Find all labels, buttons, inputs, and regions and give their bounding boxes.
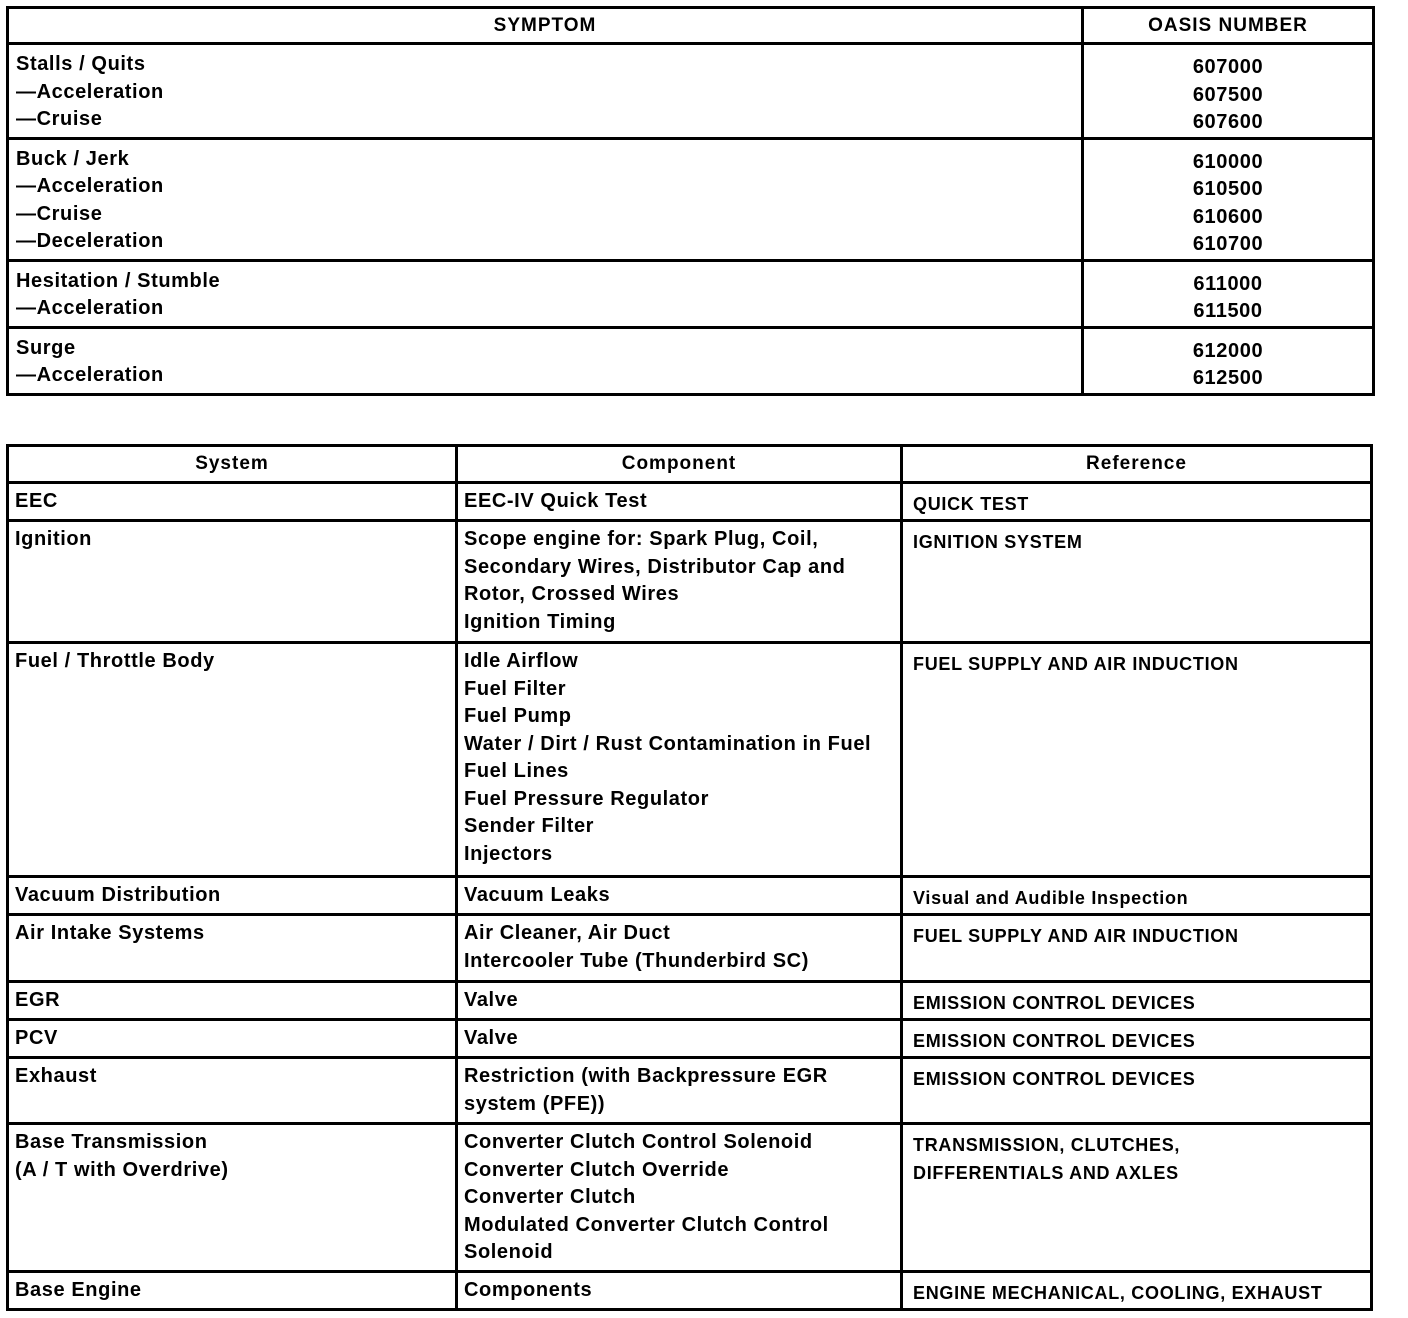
oasis-number-cell-line: 610000	[1192, 150, 1264, 173]
reference-cell-line: QUICK TEST	[913, 494, 1030, 514]
reference-header: Reference	[902, 446, 1372, 483]
system-cell-line: (A / T with Overdrive)	[15, 1158, 229, 1181]
symptom-row	[8, 260, 1374, 327]
reference-cell	[902, 1124, 1372, 1272]
component-cell-line: Vacuum Leaks	[464, 884, 611, 906]
component-cell-line: Valve	[464, 1027, 519, 1049]
symptom-cell-line: Stalls / Quits	[16, 53, 146, 75]
component-cell	[457, 915, 902, 982]
component-header: Component	[457, 446, 902, 483]
oasis-number-cell	[1083, 327, 1374, 394]
reference-cell	[902, 521, 1372, 643]
oasis-number-cell-line: 612500	[1192, 367, 1264, 389]
oasis-number-cell	[1083, 44, 1374, 139]
system-cell-line: Air Intake Systems	[15, 922, 205, 944]
component-cell	[457, 1272, 902, 1310]
reference-cell	[902, 982, 1372, 1020]
system-cell-line: Base Transmission	[15, 1131, 208, 1153]
oasis-number-cell-line: 611000	[1193, 272, 1263, 295]
oasis-number-cell-line: 611500	[1193, 300, 1263, 322]
system-cell-line: EEC	[15, 490, 58, 512]
component-cell-line: Fuel Pressure Regulator	[464, 787, 709, 810]
oasis-number-cell-line: 610600	[1192, 205, 1264, 228]
symptom-cell-line: —Acceleration	[16, 80, 164, 103]
system-cell	[8, 643, 457, 877]
reference-cell-line: DIFFERENTIALS AND AXLES	[913, 1162, 1179, 1183]
component-cell-line: Fuel Pump	[464, 705, 572, 727]
system-cell	[8, 1124, 457, 1272]
system-row	[8, 521, 1372, 643]
oasis-number-cell-line: 612000	[1192, 339, 1264, 362]
system-row	[8, 1020, 1372, 1058]
system-cell	[8, 1020, 457, 1058]
symptom-cell	[8, 327, 1083, 394]
system-row	[8, 915, 1372, 982]
component-cell-line: system (PFE))	[464, 1092, 606, 1115]
symptom-cell-line: Hesitation / Stumble	[16, 269, 221, 292]
component-cell	[457, 877, 902, 915]
component-cell	[457, 643, 902, 877]
system-table	[6, 444, 1373, 1311]
system-cell	[8, 877, 457, 915]
system-row	[8, 1124, 1372, 1272]
system-cell-line: Base Engine	[15, 1279, 142, 1301]
symptom-cell-line: Surge	[16, 336, 76, 359]
system-cell-line: Ignition	[15, 528, 92, 550]
system-header: System	[8, 446, 457, 483]
component-cell-line: Converter Clutch	[464, 1186, 636, 1208]
reference-cell-line: TRANSMISSION, CLUTCHES,	[913, 1135, 1181, 1155]
system-cell-line: Exhaust	[15, 1065, 98, 1087]
symptom-cell-line: —Acceleration	[16, 175, 164, 197]
reference-cell-line: EMISSION CONTROL DEVICES	[913, 1031, 1196, 1051]
system-row	[8, 643, 1372, 877]
symptom-header-row	[8, 8, 1374, 44]
system-cell-line: Vacuum Distribution	[15, 884, 221, 906]
symptom-row	[8, 138, 1374, 260]
symptom-body	[8, 44, 1374, 395]
reference-cell	[902, 1058, 1372, 1124]
oasis-number-cell-line: 610700	[1192, 233, 1264, 255]
system-row	[8, 1058, 1372, 1124]
component-cell-line: Ignition Timing	[464, 610, 616, 633]
reference-cell	[902, 1020, 1372, 1058]
system-row	[8, 877, 1372, 915]
component-cell	[457, 1124, 902, 1272]
reference-cell-line: Visual and Audible Inspection	[913, 888, 1189, 908]
symptom-table	[6, 6, 1375, 396]
system-cell	[8, 915, 457, 982]
symptom-cell	[8, 44, 1083, 139]
component-cell-line: Components	[464, 1279, 593, 1301]
component-cell	[457, 521, 902, 643]
oasis-number-cell	[1083, 260, 1374, 327]
component-cell-line: Restriction (with Backpressure EGR	[464, 1065, 828, 1087]
component-cell-line: Fuel Filter	[464, 677, 567, 700]
symptom-cell	[8, 260, 1083, 327]
symptom-cell-line: —Acceleration	[16, 297, 164, 319]
component-cell-line: Sender Filter	[464, 815, 595, 837]
symptom-cell	[8, 138, 1083, 260]
symptom-cell-line: —Cruise	[16, 108, 103, 130]
component-cell-line: Injectors	[464, 842, 553, 865]
system-cell	[8, 982, 457, 1020]
oasis-number-cell-line: 607500	[1192, 83, 1264, 106]
system-row	[8, 982, 1372, 1020]
symptom-cell-line: —Acceleration	[16, 364, 164, 386]
system-row	[8, 1272, 1372, 1310]
reference-cell-line: IGNITION SYSTEM	[913, 532, 1083, 552]
symptom-header: SYMPTOM	[8, 8, 1083, 44]
symptom-cell-line: Buck / Jerk	[16, 147, 130, 170]
system-cell	[8, 483, 457, 521]
component-cell-line: Water / Dirt / Rust Contamination in Fuel	[464, 732, 872, 755]
system-header-row	[8, 446, 1372, 483]
component-cell-line: Modulated Converter Clutch Control	[464, 1213, 829, 1236]
symptom-row	[8, 327, 1374, 394]
component-cell-line: EEC-IV Quick Test	[464, 490, 648, 512]
reference-cell-line: EMISSION CONTROL DEVICES	[913, 993, 1196, 1013]
oasis-number-cell-line: 610500	[1192, 178, 1264, 200]
component-cell-line: Intercooler Tube (Thunderbird SC)	[464, 949, 809, 972]
component-cell-line: Rotor, Crossed Wires	[464, 583, 680, 605]
reference-cell	[902, 877, 1372, 915]
reference-cell	[902, 1272, 1372, 1310]
symptom-cell-line: —Deceleration	[16, 230, 164, 252]
system-row	[8, 483, 1372, 521]
symptom-cell-line: —Cruise	[16, 202, 103, 225]
reference-cell	[902, 643, 1372, 877]
component-cell	[457, 1020, 902, 1058]
oasis-number-cell	[1083, 138, 1374, 260]
system-body	[8, 483, 1372, 1310]
system-cell-line: EGR	[15, 989, 61, 1011]
reference-cell	[902, 483, 1372, 521]
oasis-number-cell-line: 607600	[1192, 111, 1264, 133]
component-cell-line: Solenoid	[464, 1241, 554, 1263]
component-cell	[457, 982, 902, 1020]
system-cell	[8, 1058, 457, 1124]
system-cell	[8, 1272, 457, 1310]
reference-cell-line: FUEL SUPPLY AND AIR INDUCTION	[913, 654, 1239, 674]
oasis-number-cell-line: 607000	[1192, 56, 1264, 78]
system-cell	[8, 521, 457, 643]
component-cell-line: Fuel Lines	[464, 760, 569, 782]
component-cell	[457, 1058, 902, 1124]
component-cell-line: Valve	[464, 989, 519, 1011]
component-cell-line: Scope engine for: Spark Plug, Coil,	[464, 528, 819, 550]
reference-cell-line: EMISSION CONTROL DEVICES	[913, 1069, 1196, 1089]
component-cell-line: Idle Airflow	[464, 650, 579, 672]
reference-cell	[902, 915, 1372, 982]
component-cell	[457, 483, 902, 521]
component-cell-line: Secondary Wires, Distributor Cap and	[464, 555, 846, 578]
component-cell-line: Converter Clutch Control Solenoid	[464, 1131, 813, 1153]
reference-cell-line: FUEL SUPPLY AND AIR INDUCTION	[913, 926, 1239, 946]
system-cell-line: PCV	[15, 1027, 58, 1049]
oasis-number-header: OASIS NUMBER	[1083, 8, 1374, 44]
symptom-row	[8, 44, 1374, 139]
system-cell-line: Fuel / Throttle Body	[15, 650, 215, 672]
component-cell-line: Converter Clutch Override	[464, 1158, 730, 1181]
component-cell-line: Air Cleaner, Air Duct	[464, 922, 671, 944]
reference-cell-line: ENGINE MECHANICAL, COOLING, EXHAUST	[913, 1283, 1323, 1303]
